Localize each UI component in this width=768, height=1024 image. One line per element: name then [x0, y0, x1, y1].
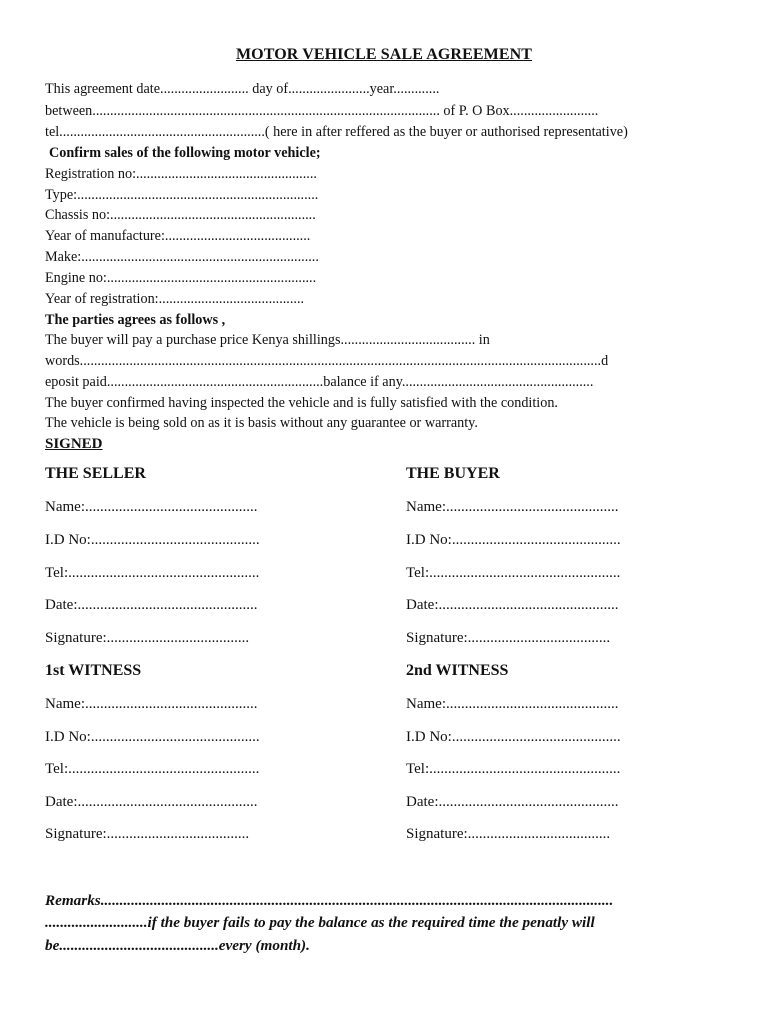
parties-heading: The parties agrees as follows , [45, 312, 226, 328]
agreement-date-line: This agreement date......................... day of.......................year............. [45, 81, 440, 97]
price-words-line: words...................................................................................................................................................d [45, 353, 609, 369]
engine-field: Engine no:........................................................... [45, 270, 317, 286]
seller-heading: THE SELLER [45, 465, 146, 482]
remarks-line: Remarks....................................................................................................................................... [45, 892, 614, 909]
witness1-name-field: Name:.............................................. [45, 696, 258, 712]
seller-date-field: Date:................................................ [45, 597, 258, 613]
witness2-tel-field: Tel:................................................... [406, 761, 621, 777]
witness1-heading: 1st WITNESS [45, 662, 142, 679]
witness1-signature-field: Signature:...................................... [45, 826, 250, 842]
buyer-heading: THE BUYER [406, 465, 500, 482]
between-line: between.................................................................................................. of P. O Box......................... [45, 103, 599, 119]
witness2-signature-field: Signature:...................................... [406, 826, 611, 842]
year-of-manufacture-field: Year of manufacture:......................................... [45, 228, 311, 244]
penalty-period-line: be..........................................every (month). [45, 937, 310, 954]
penalty-line: ...........................if the buyer fails to pay the balance as the required time the penatly will [45, 914, 595, 931]
witness2-date-field: Date:................................................ [406, 794, 619, 810]
document-title: MOTOR VEHICLE SALE AGREEMENT [235, 46, 533, 63]
price-line: The buyer will pay a purchase price Kenya shillings...................................... in [45, 332, 490, 348]
chassis-field: Chassis no:.......................................................... [45, 207, 316, 223]
deposit-line: eposit paid.............................................................balance if any...................................................... [45, 374, 594, 390]
year-of-registration-field: Year of registration:......................................... [45, 291, 305, 307]
seller-tel-field: Tel:................................................... [45, 565, 260, 581]
tel-line: tel..........................................................( here in after reffered as the buyer or authorised representative) [45, 124, 628, 140]
seller-name-field: Name:.............................................. [45, 499, 258, 515]
make-field: Make:................................................................... [45, 249, 319, 265]
vehicle-heading: Confirm sales of the following motor vehicle; [49, 145, 321, 161]
buyer-date-field: Date:................................................ [406, 597, 619, 613]
buyer-signature-field: Signature:...................................... [406, 630, 611, 646]
type-field: Type:.................................................................... [45, 187, 319, 203]
witness2-name-field: Name:.............................................. [406, 696, 619, 712]
witness1-date-field: Date:................................................ [45, 794, 258, 810]
as-is-line: The vehicle is being sold on as it is basis without any guarantee or warranty. [45, 415, 478, 431]
inspection-line: The buyer confirmed having inspected the vehicle and is fully satisfied with the condition. [45, 395, 558, 411]
buyer-id-field: I.D No:............................................. [406, 532, 621, 548]
witness2-heading: 2nd WITNESS [406, 662, 509, 679]
witness2-id-field: I.D No:............................................. [406, 729, 621, 745]
seller-signature-field: Signature:...................................... [45, 630, 250, 646]
witness1-tel-field: Tel:................................................... [45, 761, 260, 777]
seller-id-field: I.D No:............................................. [45, 532, 260, 548]
signed-label: SIGNED [45, 436, 103, 452]
witness1-id-field: I.D No:............................................. [45, 729, 260, 745]
registration-field: Registration no:................................................... [45, 166, 317, 182]
buyer-name-field: Name:.............................................. [406, 499, 619, 515]
buyer-tel-field: Tel:................................................... [406, 565, 621, 581]
